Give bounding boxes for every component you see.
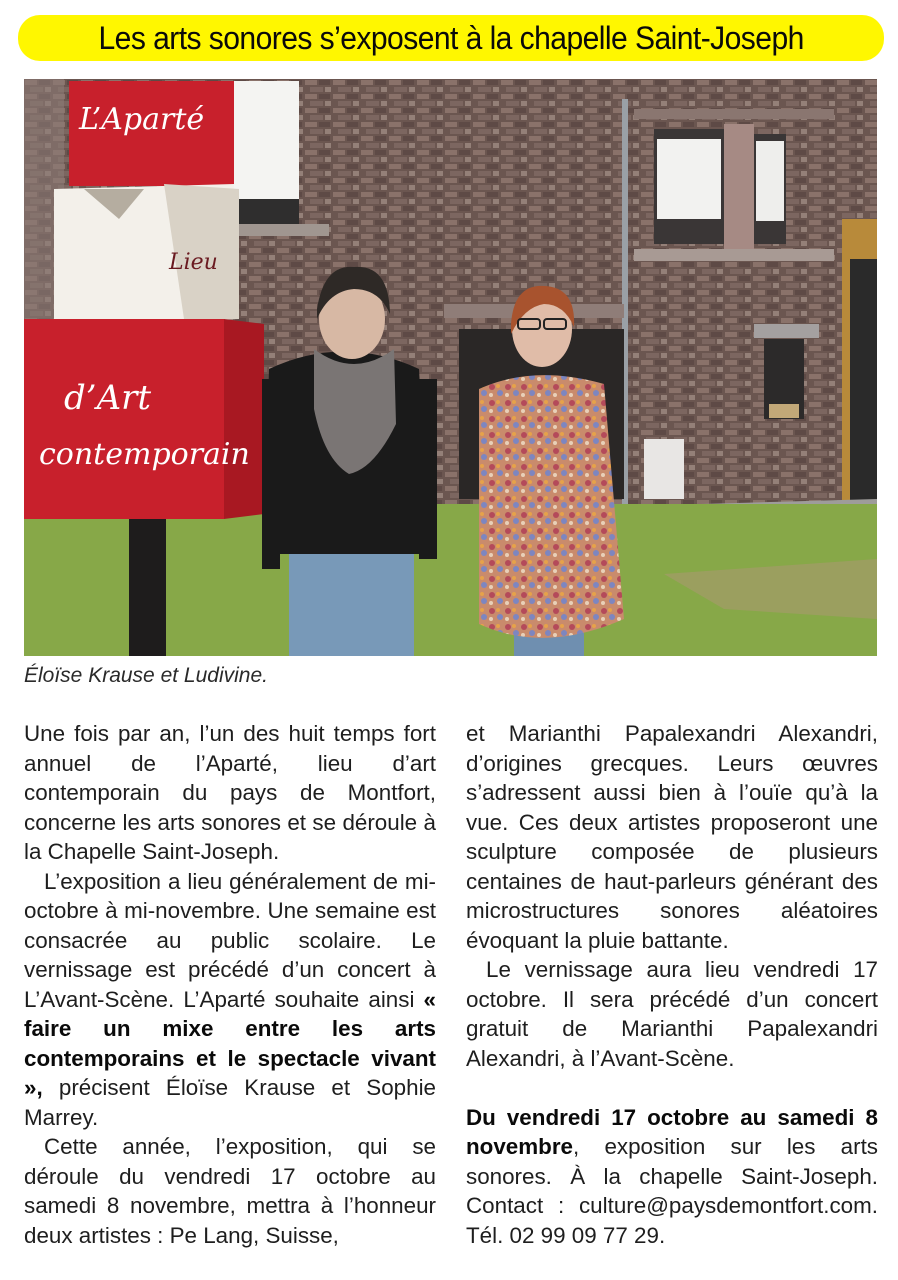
photo-illustration [24, 79, 877, 656]
paragraph-artists: et Marianthi Papalexandri Alexandri, d’origines grecques. Leurs œuvres s’adressent aussi bien à l’ouïe qu’à la vue. Ces deux artistes proposeront une sculpture composée de plusieurs centaines de haut-parleurs générant des microstructures sonores aléatoires évoquant la pluie battante. [466, 721, 878, 953]
svg-text:L’Aparté: L’Aparté [79, 102, 205, 137]
practical-info-dates: Du vendredi 17 octobre au samedi 8 novembre [466, 1104, 878, 1159]
paragraph-this-year: Cette année, l’exposition, qui se déroule du vendredi 17 octobre au samedi 8 novembre, mettra à l’honneur deux artistes : Pe Lang, Suisse, [24, 1134, 436, 1248]
svg-text:contemporain: contemporain [39, 437, 250, 472]
headline-banner [18, 15, 884, 61]
photo-caption: Éloïse Krause et Ludivine. [24, 664, 268, 687]
spacer [466, 1073, 878, 1103]
article-column-right [466, 719, 878, 1250]
paragraph-exposition [24, 867, 436, 1133]
paragraph-text: précisent Éloïse Krause et Sophie Marrey. [24, 1075, 436, 1130]
headline: Les arts sonores s’exposent à la chapelle Saint-Joseph [98, 19, 804, 56]
article-column-left [24, 719, 436, 1250]
svg-text:Lieu: Lieu [169, 250, 218, 275]
quote-bold: « faire un mixe entre les arts contemporains et le spectacle vivant », [24, 986, 436, 1100]
paragraph-text: L’exposition a lieu généralement de mi-octobre à mi-novembre. Une semaine est consacrée au public scolaire. Le vernissage est précédé d’un concert à L’Avant-Scène. L’Aparté souhaite ainsi [24, 868, 436, 1012]
practical-info [466, 1103, 878, 1251]
svg-text:d’Art: d’Art [64, 378, 152, 418]
paragraph-intro: Une fois par an, l’un des huit temps fort annuel de l’Aparté, lieu d’art contemporain du pays de Montfort, concerne les arts sonores et se déroule à la Chapelle Saint-Joseph. [24, 721, 436, 864]
article-photo [24, 79, 877, 656]
practical-info-details: , exposition sur les arts sonores. À la chapelle Saint-Joseph. Contact : culture@paysdemontfort.com. Tél. 02 99 09 77 29. [466, 1134, 878, 1248]
paragraph-vernissage: Le vernissage aura lieu vendredi 17 octobre. Il sera précédé d’un concert gratuit de Marianthi Papalexandri Alexandri, à l’Avant-Scène. [466, 957, 878, 1071]
